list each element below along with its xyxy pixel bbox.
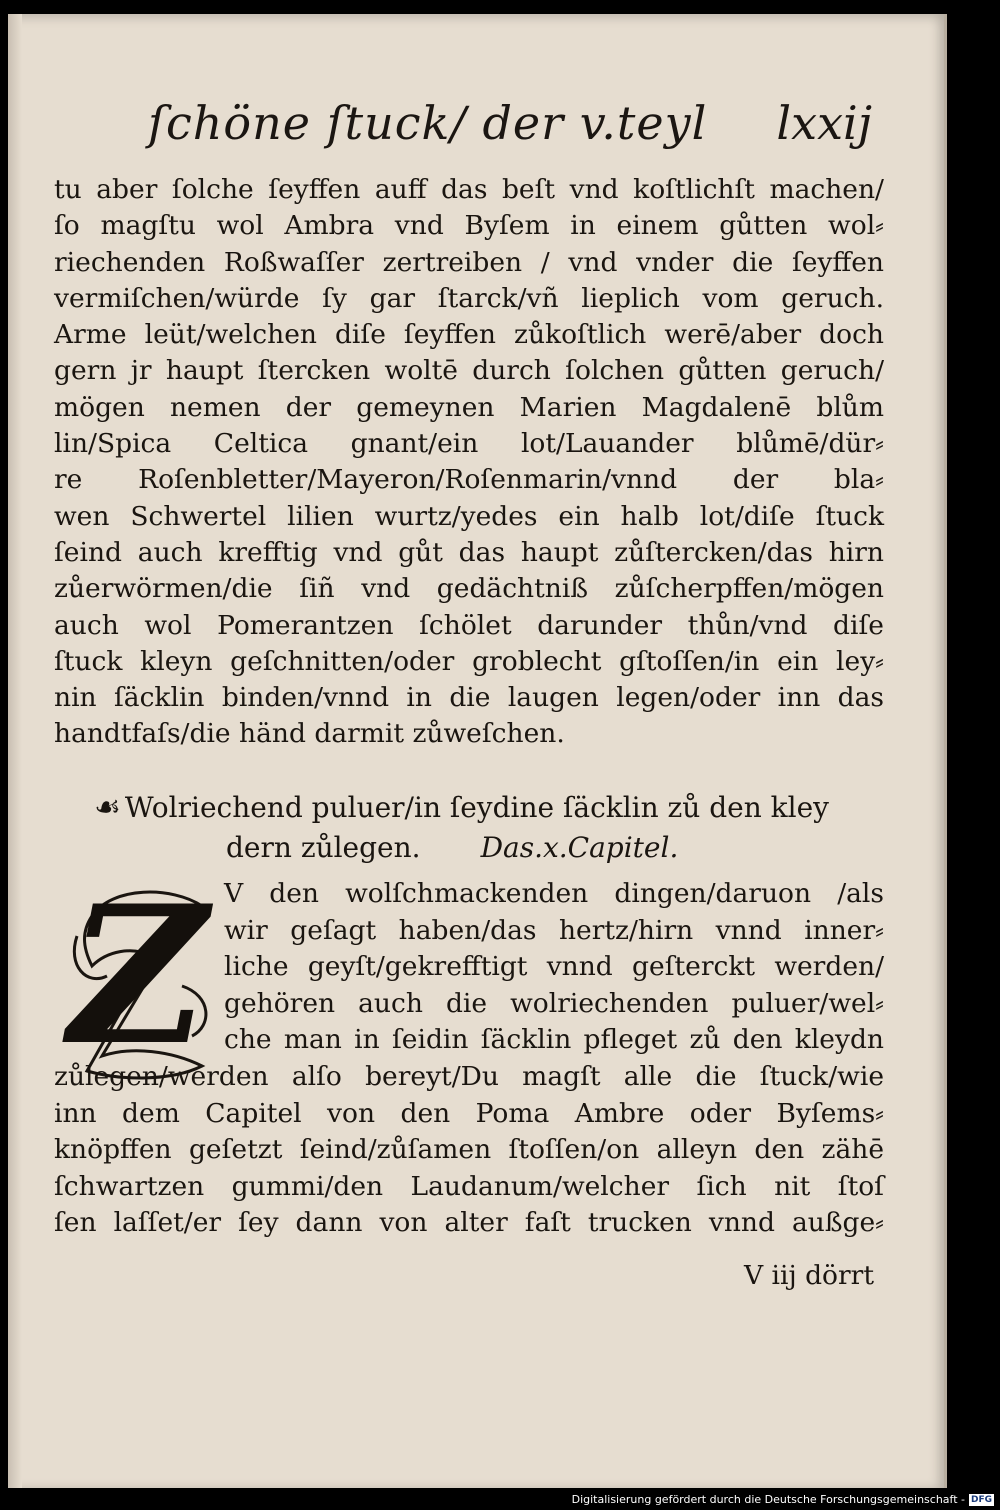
text-line: re Roſenbletter/Mayeron/Roſenmarin/vnnd der bla⸗ bbox=[54, 464, 884, 496]
text-line: gehören auch die wolriechenden puluer/wel⸗ bbox=[224, 987, 884, 1019]
text-line: ſen laſſet/er ſey dann von alter faſt trucken vnnd außge⸗ bbox=[54, 1207, 884, 1239]
text-line: wir geſagt haben/das hertz/hirn vnnd inner⸗ bbox=[224, 914, 884, 946]
text-line: ſchwartzen gummi/den Laudanum/welcher ſich nit ſtoſ bbox=[54, 1170, 884, 1202]
book-page bbox=[8, 14, 947, 1488]
pilcrow-icon: ☙ bbox=[94, 790, 121, 825]
text-line: zůerwörmen/die ſiñ vnd gedächtniß zůſcherpffen/mögen bbox=[54, 573, 884, 605]
text-line: riechenden Roßwaſſer zertreiben / vnd vnder die ſeyffen bbox=[54, 246, 884, 278]
text-line: zůlegen/werden alſo bereyt/Du magſt alle die ſtuck/wie bbox=[54, 1060, 884, 1092]
text-line-last: handtfaſs/die händ darmit zůweſchen. bbox=[54, 718, 565, 750]
text-line: ſtuck kleyn geſchnitten/oder groblecht gſtoſſen/in ein ley⸗ bbox=[54, 645, 884, 677]
running-title: ſchöne ſtuck/ der v.teyl bbox=[148, 96, 708, 150]
page-header bbox=[8, 96, 944, 156]
chapter-heading bbox=[94, 788, 854, 868]
text-line: vermiſchen/würde ſy gar ſtarck/vñ lieplich vom geruch. bbox=[54, 282, 884, 314]
text-line: che man in ſeidin ſäcklin pfleget zů den kleydn bbox=[224, 1024, 884, 1056]
text-line: ſo magſtu wol Ambra vnd Byſem in einem gůtten wol⸗ bbox=[54, 210, 884, 242]
text-line: wen Schwertel lilien wurtz/yedes ein halb lot/diſe ſtuck bbox=[54, 500, 884, 532]
text-line: inn dem Capitel von den Poma Ambre oder Byſems⸗ bbox=[54, 1097, 884, 1129]
page-gutter-shadow bbox=[8, 14, 22, 1488]
dfg-logo-icon: DFG bbox=[970, 1494, 992, 1505]
text-line: knöpffen geſetzt ſeind/zůſamen ſtoſſen/on alleyn den zähē bbox=[54, 1134, 884, 1166]
credit-text: Digitalisierung gefördert durch die Deutsche Forschungsgemeinschaft - bbox=[571, 1493, 965, 1506]
text-line: gern jr haupt ſtercken woltē durch ſolchen gůtten geruch/ bbox=[54, 355, 884, 387]
text-line: liche geyſt/gekrefftigt vnnd geſterckt werden/ bbox=[224, 951, 884, 983]
chapter-heading-line-1: Wolriechend puluer/in ſeydine ſäcklin zů den kley bbox=[124, 791, 829, 824]
text-line: nin ſäcklin binden/vnnd in die laugen legen/oder inn das bbox=[54, 682, 884, 714]
body-text bbox=[54, 172, 884, 753]
text-line: tu aber ſolche ſeyffen auff das beſt vnd koſtlichſt machen/ bbox=[54, 174, 884, 205]
chapter-body-text bbox=[54, 876, 884, 1242]
decorated-initial-letter: Z bbox=[68, 876, 208, 1086]
text-line: ſeind auch krefftig vnd gůt das haupt zůſtercken/das hirn bbox=[54, 536, 884, 568]
text-line: lin/Spica Celtica gnant/ein lot/Lauander blůmē/dür⸗ bbox=[54, 428, 884, 460]
text-line: Arme leüt/welchen diſe ſeyffen zůkoſtlich werē/aber doch bbox=[54, 319, 884, 351]
chapter-heading-line-2: dern zůlegen. bbox=[226, 831, 421, 864]
text-line: V den wolſchmackenden dingen/daruon /als bbox=[224, 878, 884, 909]
catchword-signature: V iij dörrt bbox=[743, 1260, 874, 1291]
text-line: auch wol Pomerantzen ſchölet darunder thůn/vnd diſe bbox=[54, 609, 884, 641]
chapter-label: Das.x.Capitel. bbox=[480, 831, 679, 864]
folio-number: lxxij bbox=[776, 96, 872, 150]
digitization-credit bbox=[572, 1493, 994, 1506]
text-line: mögen nemen der gemeynen Marien Magdalenē blům bbox=[54, 391, 884, 423]
